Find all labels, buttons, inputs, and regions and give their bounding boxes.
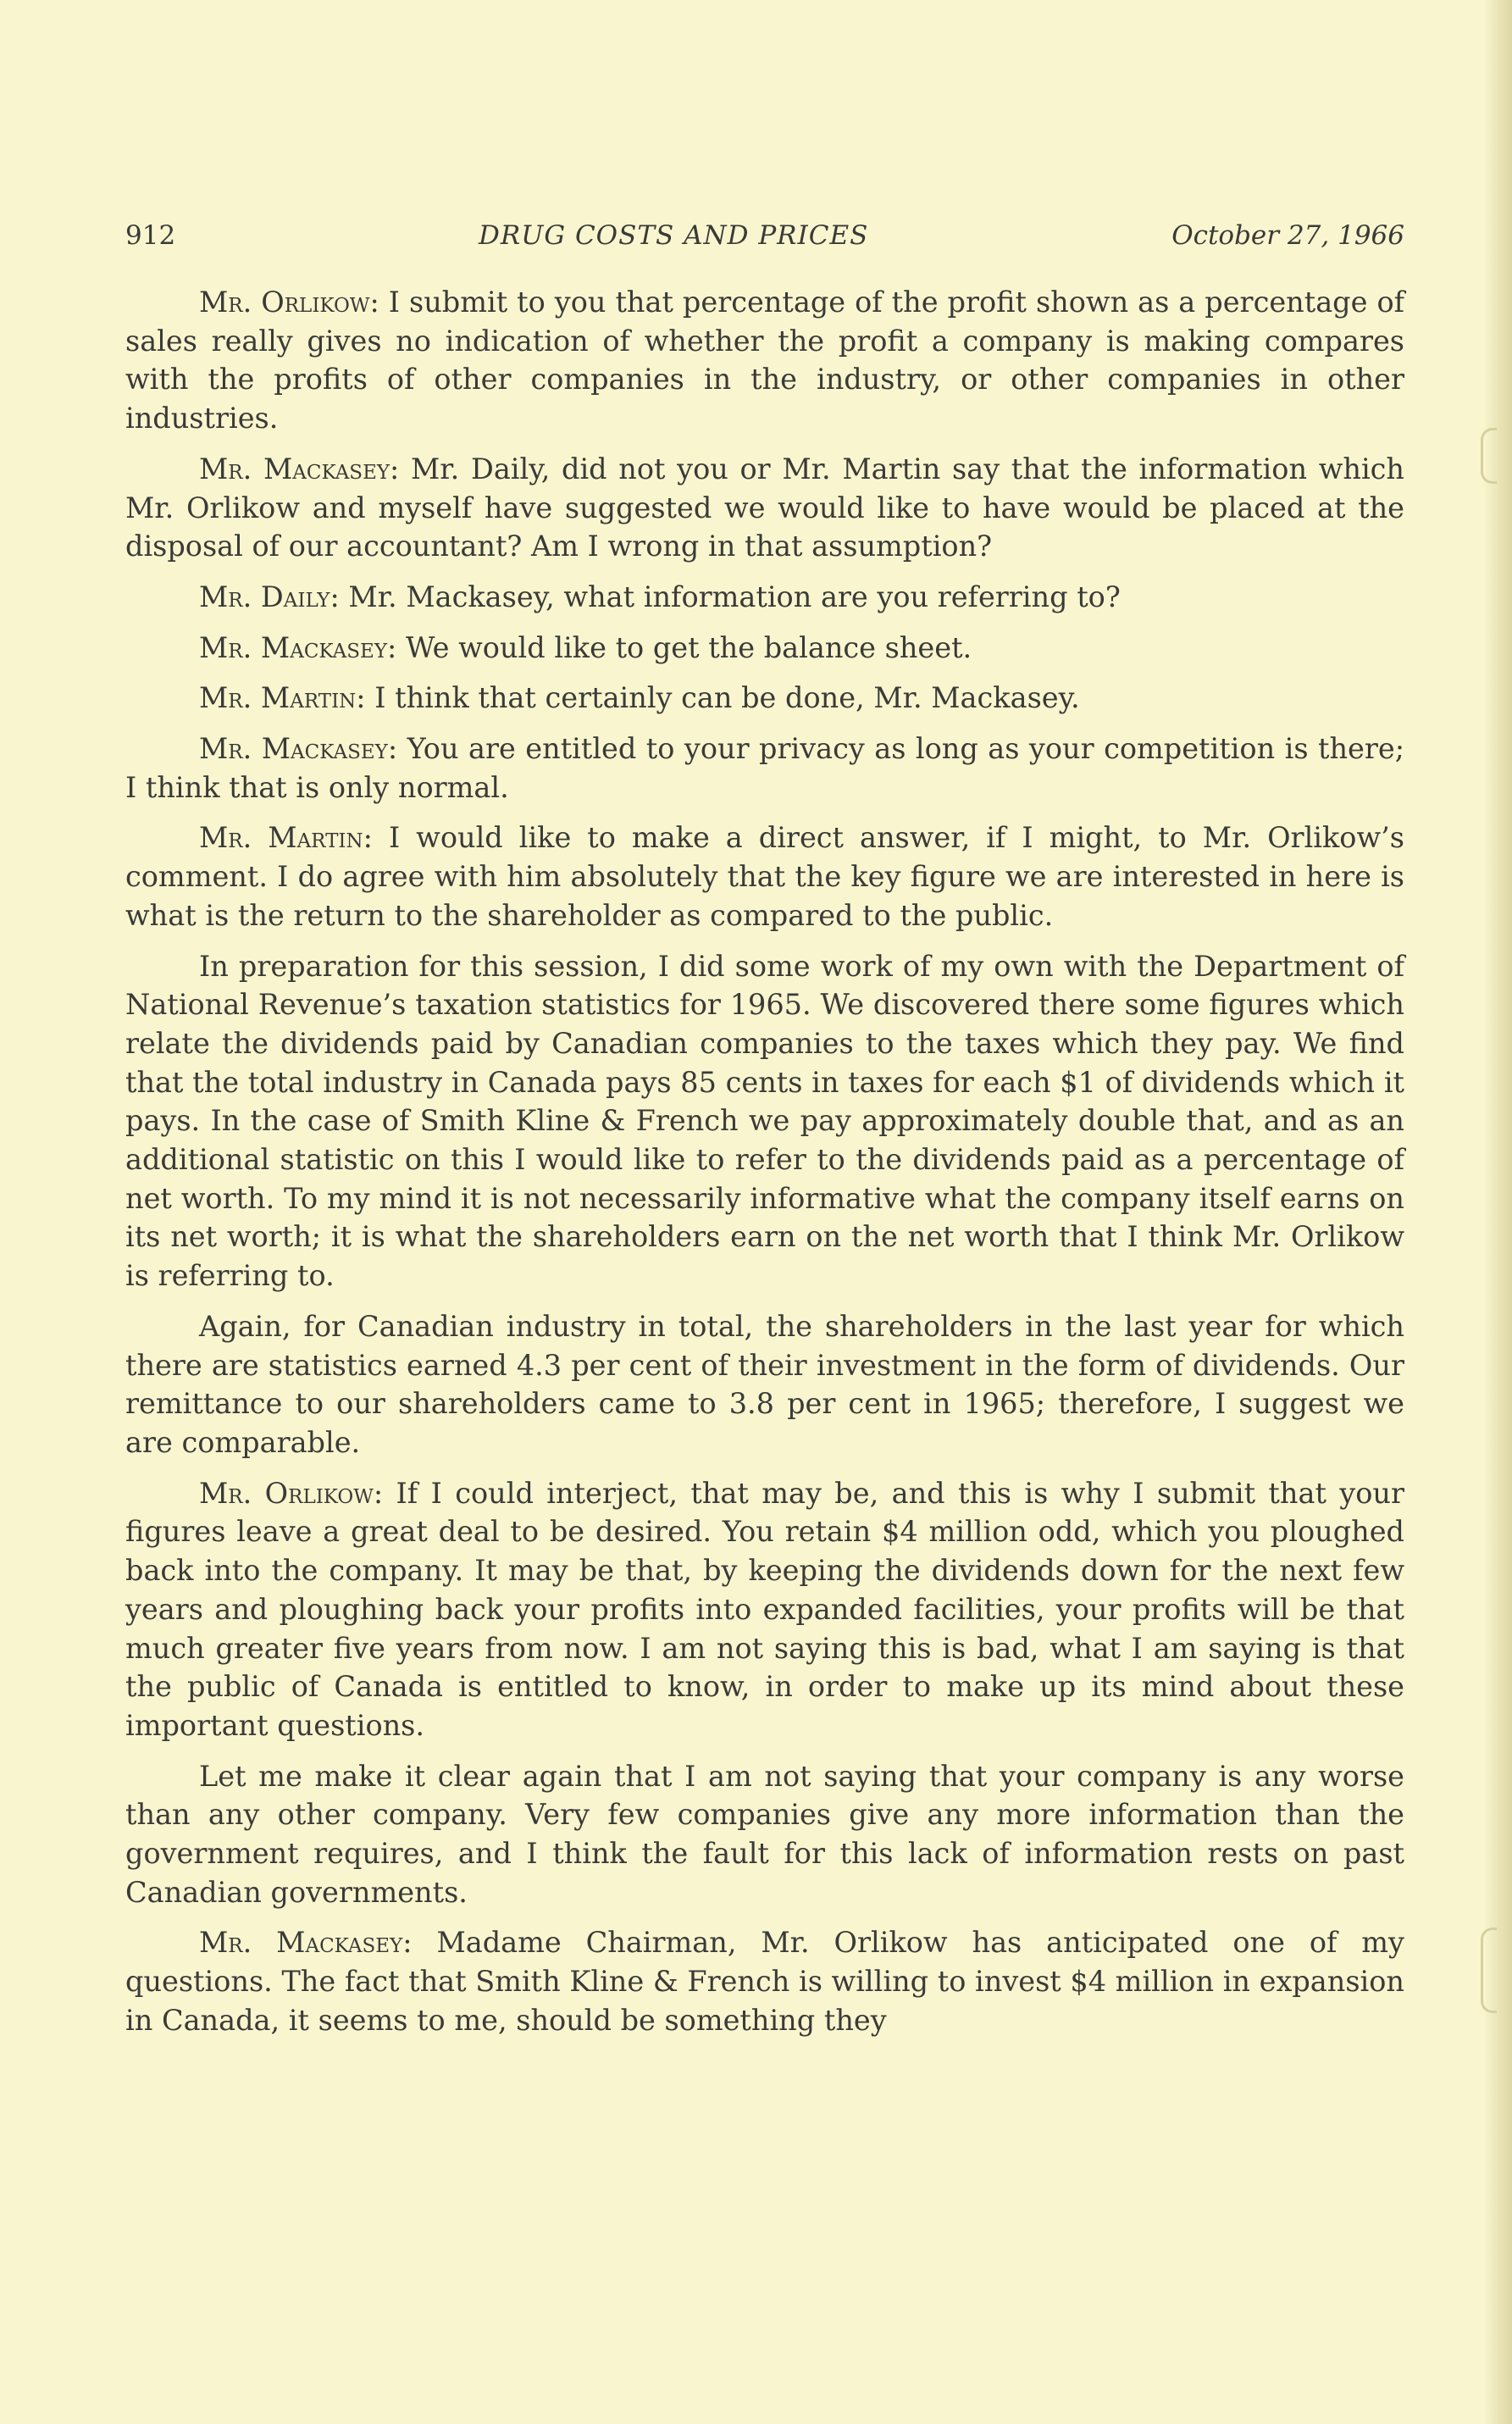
paragraph-text: I think that certainly can be done, Mr. Mackasey.: [365, 681, 1080, 715]
paragraph-text: Mr. Daily, did not you or Mr. Martin say that the information which Mr. Orlikow and myself have suggested we would like to have would be placed at the disposal of our accountant? Am I wrong in that assumption?: [125, 452, 1404, 563]
speaker-name: Mr. Daily:: [199, 580, 340, 613]
speaker-name: Mr. Orlikow:: [199, 286, 379, 319]
binding-mark: [1481, 428, 1497, 484]
paragraph: [125, 450, 1404, 566]
running-date: October 27, 1966: [1171, 220, 1404, 251]
paragraph: [125, 1923, 1404, 2039]
paragraph-text: Let me make it clear again that I am not saying that your company is any worse than any other company. Very few companies give any more information than the government requires, and I think the fault for this lack of information rests on past Canadian governments.: [125, 1759, 1404, 1909]
paragraph-text: I would like to make a direct answer, if I might, to Mr. Orlikow’s comment. I do agree with him absolutely that the key figure we are interested in here is what is the return to the shareholder as compared to the public.: [125, 821, 1404, 932]
paragraph-text: I submit to you that percentage of the profit shown as a percentage of sales really gives no indication of whether the profit a company is making compares with the profits of other companies in the industry, or other companies in other industries.: [125, 286, 1405, 435]
paragraph-text: Mr. Mackasey, what information are you referring to?: [339, 580, 1121, 613]
paragraph-text: You are entitled to your privacy as long as your competition is there; I think that is only normal.: [125, 732, 1404, 804]
paragraph: [125, 818, 1404, 935]
speaker-name: Mr. Martin:: [199, 681, 366, 715]
speaker-name: Mr. Mackasey:: [199, 1926, 413, 1960]
speaker-name: Mr. Orlikow:: [199, 1476, 384, 1510]
paragraph: [125, 578, 1404, 617]
page: [125, 219, 1404, 2052]
running-title: DRUG COSTS AND PRICES: [479, 220, 869, 251]
paragraph: [125, 629, 1404, 668]
paragraph: [125, 729, 1404, 807]
paragraph-text: In preparation for this session, I did some work of my own with the Department of National Revenue’s taxation statistics for 1965. We discovered there some figures which relate the dividends paid by Canadian companies to the taxes which they pay. We find that the total industry in Canada pays 85 cents in taxes for each $1 of dividends which it pays. In the case of Smith Kline & French we pay approximately double that, and as an additional statistic on this I would like to refer to the dividends paid as a percentage of net worth. To my mind it is not necessarily informative what the company itself earns on its net worth; it is what the shareholders earn on the net worth that I think Mr. Orlikow is referring to.: [125, 949, 1404, 1293]
paragraph-text: If I could interject, that may be, and this is why I submit that your figures leave a great deal to be desired. You retain $4 million odd, which you ploughed back into the company. It may be that, by keeping the dividends down for the next few years and ploughing back your profits into expanded facilities, your profits will be that much greater five years from now. I am not saying this is bad, what I am saying is that the public of Canada is entitled to know, in order to make up its mind about these important questions.: [125, 1476, 1404, 1742]
speaker-name: Mr. Mackasey:: [199, 452, 400, 485]
speaker-name: Mr. Mackasey:: [199, 732, 398, 766]
paragraph: [125, 679, 1404, 718]
transcript-body: [125, 283, 1404, 2040]
page-edge-shadow: [1483, 0, 1512, 2424]
paragraph: [125, 1307, 1404, 1462]
running-head: [125, 219, 1404, 252]
paragraph: [125, 1757, 1404, 1912]
paragraph: [125, 1474, 1404, 1745]
speaker-name: Mr. Martin:: [199, 821, 373, 855]
paragraph: [125, 947, 1404, 1295]
paragraph: [125, 283, 1404, 438]
paragraph-text: We would like to get the balance sheet.: [396, 630, 972, 664]
page-number: 912: [125, 220, 176, 251]
speaker-name: Mr. Mackasey:: [199, 630, 397, 664]
paragraph-text: Madame Chairman, Mr. Orlikow has anticipated one of my questions. The fact that Smith Kline & French is willing to invest $4 million in expansion in Canada, it seems to me, should be something they: [125, 1926, 1404, 2037]
binding-mark: [1481, 1928, 1497, 2013]
paragraph-text: Again, for Canadian industry in total, the shareholders in the last year for which there are statistics earned 4.3 per cent of their investment in the form of dividends. Our remittance to our shareholders came to 3.8 per cent in 1965; therefore, I suggest we are comparable.: [125, 1309, 1404, 1459]
